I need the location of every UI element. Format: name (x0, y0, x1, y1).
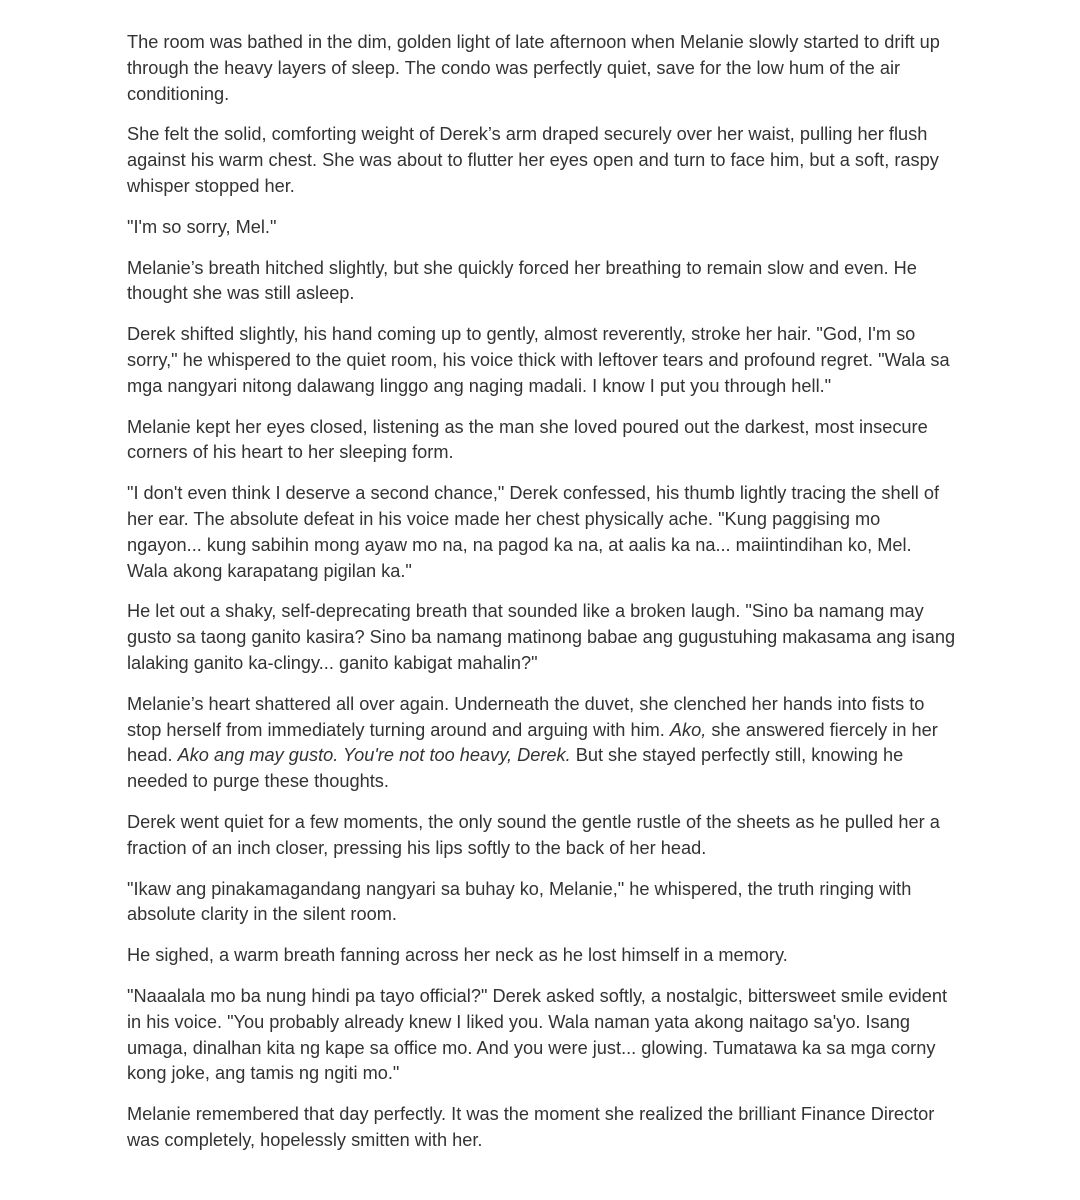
story-text-page (127, 30, 957, 1169)
paragraph-11: "Ikaw ang pinakamagandang nangyari sa buhay ko, Melanie," he whispered, the truth ringing with absolute clarity in the silent room. (127, 878, 912, 925)
paragraph-5: Derek shifted slightly, his hand coming up to gently, almost reverently, stroke her hair. "God, I'm so sorry," he whispered to the quiet room, his voice thick with leftover tears and profound regret. "Wala sa mga nangyari nitong dalawang linggo ang naging madali. I know I put you through hell." (127, 324, 950, 396)
paragraph-14: Melanie remembered that day perfectly. It was the moment she realized the brilliant Finance Director was completely, hopelessly smitten with her. (127, 1104, 935, 1150)
paragraph-9-part-3: But she stayed perfectly still, knowing he needed to purge these thoughts. (127, 745, 904, 792)
paragraph-8: He let out a shaky, self-deprecating breath that sounded like a broken laugh. "Sino ba namang may gusto sa taong ganito kasira? Sino ba namang matinong babae ang gugustuhing makasama ang isang lalaking ganito ka-clingy... ganito kabigat mahalin?" (127, 601, 956, 673)
paragraph-9-italic-2: Ako ang may gusto. You're not too heavy, Derek. (177, 745, 571, 766)
paragraph-13: "Naaalala mo ba nung hindi pa tayo official?" Derek asked softly, a nostalgic, bittersweet smile evident in his voice. "You probably already knew I liked you. Wala naman yata akong naitago sa'yo. Isang umaga, dinalhan kita ng kape sa office mo. And you were just... glowing. Tumatawa ka sa mga corny kong joke, ang tamis ng ngiti mo." (127, 985, 948, 1084)
paragraph-9 (127, 692, 957, 795)
paragraph-7: "I don't even think I deserve a second chance," Derek confessed, his thumb lightly tracing the shell of her ear. The absolute defeat in his voice made her chest physically ache. "Kung paggising mo ngayon... kung sabihin mong ayaw mo na, na pagod ka na, at aalis ka na... maiintindihan ko, Mel. Wala akong karapatang pigilan ka." (127, 483, 940, 581)
paragraph-3: "I'm so sorry, Mel." (127, 216, 277, 237)
paragraph-4: Melanie’s breath hitched slightly, but she quickly forced her breathing to remain slow and even. He thought she was still asleep. (127, 257, 917, 304)
paragraph-9-italic-1: Ako, (669, 719, 707, 740)
paragraph-10: Derek went quiet for a few moments, the only sound the gentle rustle of the sheets as he pulled her a fraction of an inch closer, pressing his lips softly to the back of her head. (127, 811, 940, 858)
paragraph-1: The room was bathed in the dim, golden light of late afternoon when Melanie slowly started to drift up through the heavy layers of sleep. The condo was perfectly quiet, save for the low hum of the air conditioning. (127, 32, 940, 104)
paragraph-6: Melanie kept her eyes closed, listening as the man she loved poured out the darkest, most insecure corners of his heart to her sleeping form. (127, 416, 928, 463)
paragraph-9-part-2: she answered fiercely in her head. (127, 719, 938, 766)
paragraph-9-part-1: Melanie’s heart shattered all over again. Underneath the duvet, she clenched her hands into fists to stop herself from immediately turning around and arguing with him. (127, 693, 925, 740)
paragraph-12: He sighed, a warm breath fanning across her neck as he lost himself in a memory. (127, 945, 788, 966)
paragraph-2: She felt the solid, comforting weight of Derek’s arm draped securely over her waist, pulling her flush against his warm chest. She was about to flutter her eyes open and turn to face him, but a soft, raspy whisper stopped her. (127, 124, 939, 196)
